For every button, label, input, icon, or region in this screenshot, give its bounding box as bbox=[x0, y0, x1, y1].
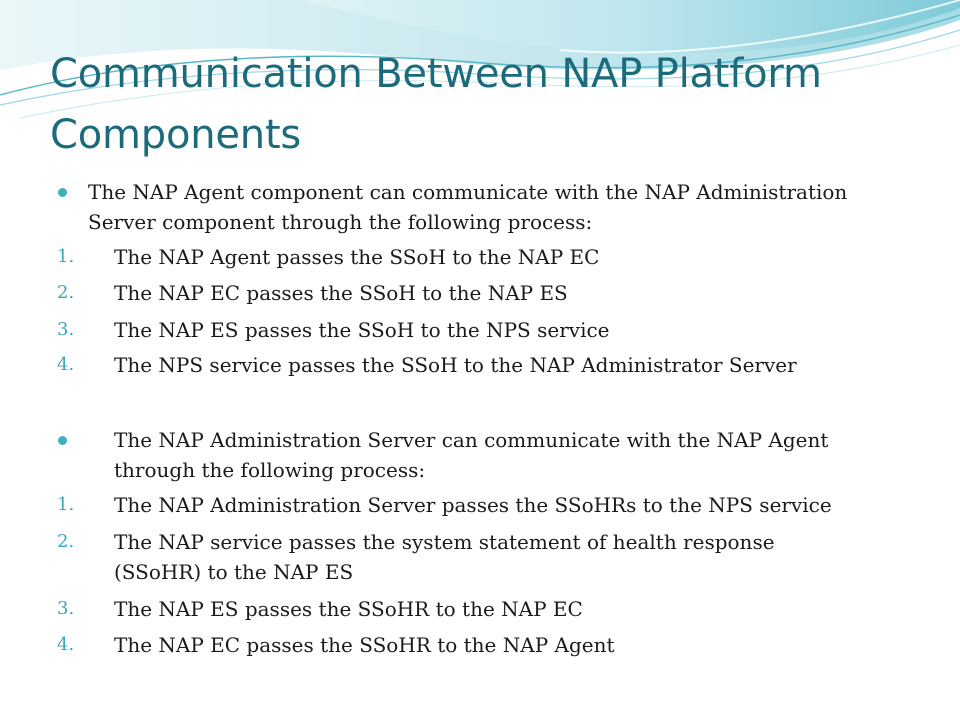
bullet-dot-icon bbox=[58, 188, 67, 197]
step-text: The NAP Agent passes the SSoH to the NAP EC bbox=[114, 245, 600, 269]
step-text: The NAP EC passes the SSoH to the NAP ES bbox=[114, 281, 568, 305]
step-text: The NAP ES passes the SSoH to the NPS service bbox=[114, 318, 610, 342]
step-number: 4. bbox=[57, 634, 75, 655]
bullet-dot-icon bbox=[58, 436, 67, 445]
step-number: 2. bbox=[57, 282, 75, 303]
bullet-text: The NAP Agent component can communicate with the NAP Administration Server component through the following process: bbox=[88, 180, 848, 234]
step-text: The NAP Administration Server passes the SSoHRs to the NPS service bbox=[114, 493, 832, 517]
step-text: The NAP service passes the system statement of health response (SSoHR) to the NAP ES bbox=[114, 530, 775, 584]
step-number: 3. bbox=[57, 598, 75, 619]
step-number: 1. bbox=[57, 246, 75, 267]
step-number: 1. bbox=[57, 494, 75, 515]
page-title: Communication Between NAP Platform Components bbox=[50, 51, 822, 158]
step-text: The NAP ES passes the SSoHR to the NAP EC bbox=[114, 597, 583, 621]
bullet-text: The NAP Administration Server can communicate with the NAP Agent through the following process: bbox=[114, 428, 829, 482]
step-number: 2. bbox=[57, 531, 75, 552]
step-text: The NAP EC passes the SSoHR to the NAP Agent bbox=[114, 633, 615, 657]
step-number: 3. bbox=[57, 319, 75, 340]
step-text: The NPS service passes the SSoH to the NAP Administrator Server bbox=[114, 353, 797, 377]
step-number: 4. bbox=[57, 354, 75, 375]
